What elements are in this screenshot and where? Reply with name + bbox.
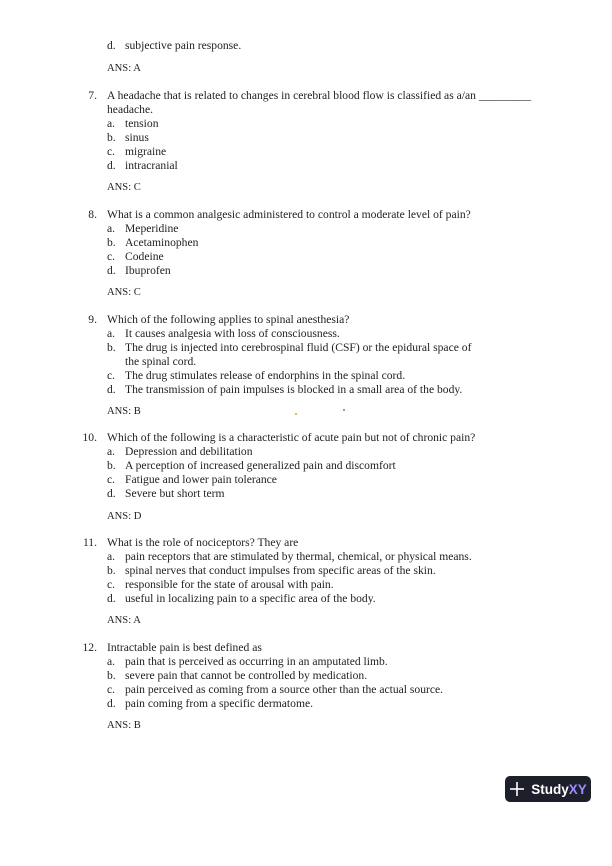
option-text: The transmission of pain impulses is blocked in a small area of the body.: [125, 383, 463, 396]
option-text: useful in localizing pain to a specific area of the body.: [125, 592, 376, 605]
brand-name: Study: [531, 781, 569, 797]
option-text: responsible for the state of arousal with pain.: [125, 578, 334, 591]
question-stem: A headache that is related to changes in cerebral blood flow is classified as a/an _________: [107, 89, 531, 102]
option-text: A perception of increased generalized pain and discomfort: [125, 459, 396, 472]
option-letter: d.: [107, 697, 116, 710]
option-text: sinus: [125, 131, 149, 144]
question-stem: Which of the following is a characteristic of acute pain but not of chronic pain?: [107, 431, 476, 444]
question-number: 8.: [88, 208, 97, 221]
answer-label: ANS: A: [107, 615, 141, 626]
option-text: Severe but short term: [125, 487, 225, 500]
question-number: 7.: [88, 89, 97, 102]
option-text: pain that is perceived as occurring in an amputated limb.: [125, 655, 388, 668]
option-letter: b.: [107, 131, 116, 144]
option-letter: c.: [107, 473, 116, 486]
option-text: pain receptors that are stimulated by thermal, chemical, or physical means.: [125, 550, 472, 563]
stray-mark: [343, 409, 345, 411]
option-text: pain coming from a specific dermatome.: [125, 697, 314, 710]
option-text: tension: [125, 117, 159, 130]
option-letter: c.: [107, 578, 116, 591]
option-letter: a.: [107, 550, 116, 563]
answer-label: ANS: A: [107, 63, 141, 74]
plus-icon: [509, 781, 525, 797]
answer-label: ANS: D: [107, 511, 142, 522]
option-text-continued: the spinal cord.: [125, 355, 197, 368]
question-stem: What is the role of nociceptors? They are: [107, 536, 299, 549]
question-number: 12.: [82, 641, 97, 654]
option-letter: c.: [107, 683, 116, 696]
option-letter: a.: [107, 117, 116, 130]
option-letter: b.: [107, 669, 116, 682]
brand-accent: XY: [568, 781, 587, 797]
option-letter: b.: [107, 236, 116, 249]
option-letter: a.: [107, 327, 116, 340]
option-letter: d.: [107, 487, 116, 500]
option-text: subjective pain response.: [125, 39, 242, 52]
option-letter: d.: [107, 39, 116, 52]
question-stem: Intractable pain is best defined as: [107, 641, 262, 654]
option-letter: c.: [107, 369, 116, 382]
option-text: It causes analgesia with loss of consciousness.: [125, 327, 340, 340]
option-text: Codeine: [125, 250, 164, 263]
option-letter: a.: [107, 222, 116, 235]
answer-label: ANS: B: [107, 406, 141, 417]
option-text: Ibuprofen: [125, 264, 171, 277]
option-text: severe pain that cannot be controlled by medication.: [125, 669, 368, 682]
question-number: 9.: [88, 313, 97, 326]
option-text: Acetaminophen: [125, 236, 199, 249]
option-text: Depression and debilitation: [125, 445, 253, 458]
option-letter: d.: [107, 264, 116, 277]
option-letter: c.: [107, 145, 116, 158]
option-text: Meperidine: [125, 222, 179, 235]
option-text: The drug is injected into cerebrospinal fluid (CSF) or the epidural space of: [125, 341, 472, 354]
question-number: 10.: [82, 431, 97, 444]
question-stem-continued: headache.: [107, 103, 154, 116]
option-text: spinal nerves that conduct impulses from specific areas of the skin.: [125, 564, 436, 577]
option-text: intracranial: [125, 159, 178, 172]
stray-mark: [295, 413, 297, 415]
question-number: 11.: [82, 536, 97, 549]
option-letter: b.: [107, 341, 116, 354]
answer-label: ANS: C: [107, 182, 141, 193]
option-letter: d.: [107, 383, 116, 396]
option-text: Fatigue and lower pain tolerance: [125, 473, 277, 486]
option-letter: c.: [107, 250, 116, 263]
option-letter: d.: [107, 592, 116, 605]
option-letter: b.: [107, 459, 116, 472]
option-text: The drug stimulates release of endorphins in the spinal cord.: [125, 369, 406, 382]
option-letter: d.: [107, 159, 116, 172]
option-letter: a.: [107, 655, 116, 668]
answer-label: ANS: C: [107, 287, 141, 298]
question-stem: Which of the following applies to spinal anesthesia?: [107, 313, 350, 326]
option-text: migraine: [125, 145, 167, 158]
option-text: pain perceived as coming from a source other than the actual source.: [125, 683, 444, 696]
option-letter: a.: [107, 445, 116, 458]
question-stem: What is a common analgesic administered to control a moderate level of pain?: [107, 208, 471, 221]
studyxy-logo-badge[interactable]: [505, 776, 591, 802]
answer-label: ANS: B: [107, 720, 141, 731]
option-letter: b.: [107, 564, 116, 577]
